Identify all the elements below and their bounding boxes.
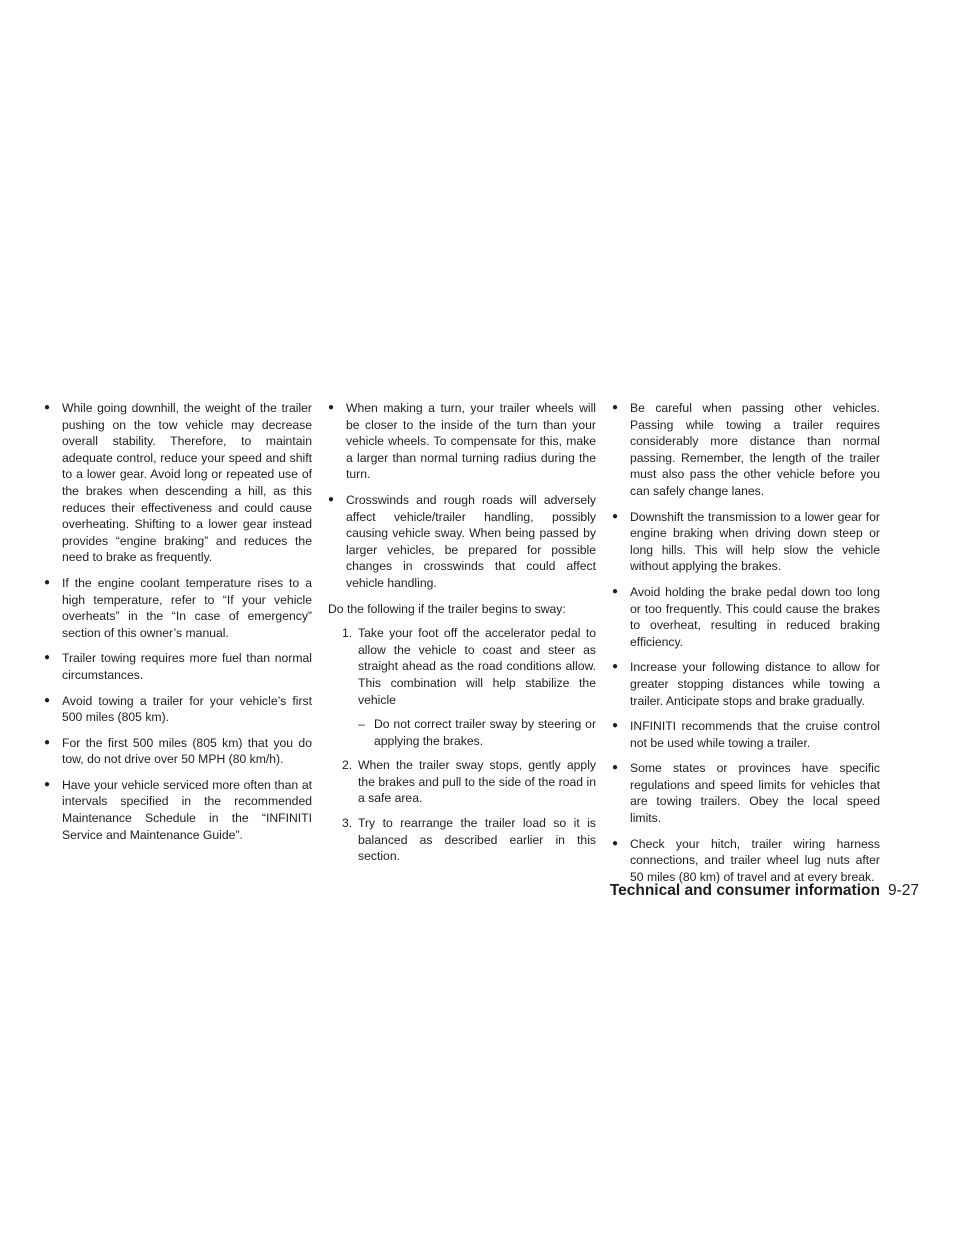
footer-section-title: Technical and consumer information bbox=[609, 882, 880, 899]
item-text: When the trailer sway stops, gently apply the brakes and pull to the side of the road in a safe area. bbox=[358, 758, 596, 806]
bullet-item: ● Avoid towing a trailer for your vehicle’s first 500 miles (805 km). bbox=[44, 693, 312, 726]
bullet-item: ● Downshift the transmission to a lower gear for engine braking when driving down steep or long hills. This will help slow the vehicle without applying the brakes. bbox=[612, 509, 880, 575]
dash-subitem bbox=[328, 716, 596, 749]
bullet-item: ● While going downhill, the weight of the trailer pushing on the tow vehicle may decrease overall stability. Therefore, to maintain adequate control, reduce your speed and shift to a lower gear. Avoid long or repeated use of the brakes when descending a hill, as this reduces their effectiveness and could cause overheating. Shifting to a lower gear instead provides “engine braking” and reduces the need to brake as frequently. bbox=[44, 400, 312, 566]
bullet-item: ● Have your vehicle serviced more often than at intervals specified in the recommended Maintenance Schedule in the “INFINITI Service and Maintenance Guide”. bbox=[44, 777, 312, 843]
bullet-item: ● Crosswinds and rough roads will adversely affect vehicle/trailer handling, possibly causing vehicle sway. When being passed by larger vehicles, be prepared for possible changes in crosswinds that could affect vehicle handling. bbox=[328, 492, 596, 592]
numbered-step bbox=[328, 757, 596, 807]
step-number: 3. bbox=[342, 816, 353, 831]
text-column-2 bbox=[328, 400, 596, 873]
step-number: 2. bbox=[342, 758, 353, 773]
text-column-3 bbox=[612, 400, 880, 894]
step-number: 1. bbox=[342, 626, 353, 641]
dash-marker: – bbox=[358, 717, 365, 732]
item-text: Try to rearrange the trailer load so it is balanced as described earlier in this section. bbox=[358, 816, 596, 864]
bullet-item: ● INFINITI recommends that the cruise control not be used while towing a trailer. bbox=[612, 718, 880, 751]
page-footer bbox=[0, 882, 919, 900]
bullet-item: ● When making a turn, your trailer wheels will be closer to the inside of the turn than your vehicle wheels. To compensate for this, make a larger than normal turning radius during the turn. bbox=[328, 400, 596, 483]
bullet-item: ● If the engine coolant temperature rises to a high temperature, refer to “If your vehicle overheats” in the “In case of emergency” section of this owner’s manual. bbox=[44, 575, 312, 641]
bullet-item: ● Some states or provinces have specific regulations and speed limits for vehicles that are towing trailers. Obey the local speed limits. bbox=[612, 760, 880, 826]
numbered-step bbox=[328, 625, 596, 708]
bullet-item: ● Increase your following distance to allow for greater stopping distances while towing a trailer. Anticipate stops and brake gradually. bbox=[612, 659, 880, 709]
text-column-1 bbox=[44, 400, 312, 852]
page-number: 9-27 bbox=[887, 882, 919, 899]
bullet-item: ● Be careful when passing other vehicles. Passing while towing a trailer requires considerably more distance than normal passing. Remember, the length of the trailer must also pass the other vehicle before you can safely change lanes. bbox=[612, 400, 880, 500]
bullet-item: ● For the first 500 miles (805 km) that you do tow, do not drive over 50 MPH (80 km/h). bbox=[44, 735, 312, 768]
numbered-step bbox=[328, 815, 596, 865]
item-text: Do not correct trailer sway by steering or applying the brakes. bbox=[374, 717, 596, 748]
bullet-item: ● Avoid holding the brake pedal down too long or too frequently. This could cause the brakes to overheat, resulting in reduced braking efficiency. bbox=[612, 584, 880, 650]
item-text: Take your foot off the accelerator pedal to allow the vehicle to coast and steer as straight ahead as the road conditions allow. This combination will help stabilize the vehicle bbox=[358, 626, 596, 707]
bullet-item: ● Check your hitch, trailer wiring harness connections, and trailer wheel lug nuts after 50 miles (80 km) of travel and at every break. bbox=[612, 836, 880, 886]
bullet-item: ● Trailer towing requires more fuel than normal circumstances. bbox=[44, 650, 312, 683]
paragraph: Do the following if the trailer begins to sway: bbox=[328, 601, 566, 616]
